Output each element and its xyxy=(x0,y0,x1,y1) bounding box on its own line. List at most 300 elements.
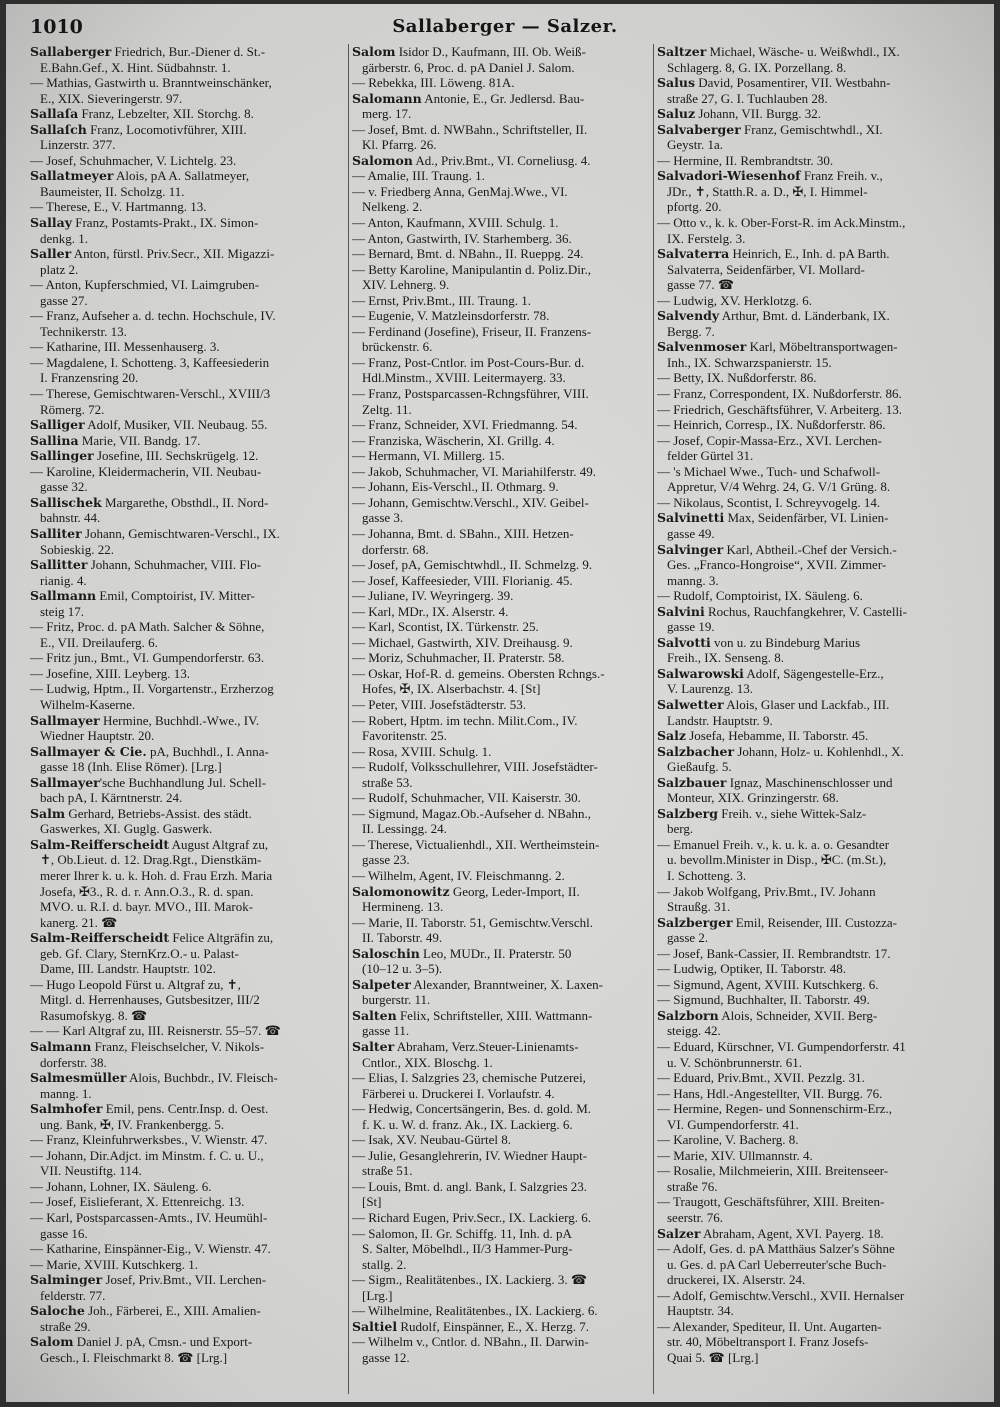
directory-line: — Johann, Lohner, IX. Säuleng. 6. xyxy=(30,1178,212,1194)
directory-line: Ges. „Franco-Hongroise“, XVII. Zimmer- xyxy=(667,557,887,573)
directory-line: — Sigm., Realitätenbes., IX. Lackierg. 3. ☎ xyxy=(352,1272,588,1288)
entry-surname: Salwarowski xyxy=(657,665,744,681)
directory-line: — Therese, Gemischtwaren-Verschl., XVIII/3 xyxy=(30,386,271,402)
directory-line xyxy=(657,308,993,324)
directory-line xyxy=(352,1319,652,1335)
directory-line: — Eduard, Kürschner, VI. Gumpendorferstr. 41 xyxy=(657,1039,906,1054)
directory-line xyxy=(30,930,346,946)
entry-details: Alexander, Branntweiner, X. Laxen- xyxy=(410,976,603,992)
directory-line xyxy=(657,744,993,760)
column-divider xyxy=(348,44,349,1394)
directory-line: — — Karl Altgraf zu, III. Reisnerstr. 55–57. ☎ xyxy=(30,1023,281,1039)
directory-line: — Josefine, XIII. Leyberg. 13. xyxy=(30,665,191,681)
directory-line: Quai 5. ☎ [Lrg.] xyxy=(667,1349,759,1365)
directory-line: manng. 1. xyxy=(40,1085,92,1101)
directory-line: seerstr. 76. xyxy=(667,1210,723,1226)
directory-line xyxy=(30,1334,346,1350)
directory-line: Hermineng. 13. xyxy=(362,899,444,915)
directory-line: — Wilhelm v., Cntlor. d. NBahn., II. Darwin- xyxy=(352,1334,589,1350)
directory-line: straße 27, G. I. Tuchlauben 28. xyxy=(667,90,828,106)
directory-line: E., VII. Dreilauferg. 6. xyxy=(40,634,158,650)
directory-line: — Adolf, Gemischtw.Verschl., XVII. Hernalser xyxy=(657,1287,905,1303)
entry-surname: Salpeter xyxy=(352,976,411,992)
directory-line: — Rudolf, Volksschullehrer, VIII. Josefstädter- xyxy=(352,759,598,775)
directory-line: gasse 19. xyxy=(667,619,715,635)
entry-surname: Saloschin xyxy=(352,945,420,961)
directory-line: — Johann, Gemischtw.Verschl., XIV. Geibel- xyxy=(352,494,589,510)
directory-line: steigg. 42. xyxy=(667,1023,721,1039)
entry-details: Johann, Gemischtwaren-Verschl., IX. xyxy=(81,525,280,541)
entry-details: Felice Altgräfin zu, xyxy=(169,930,274,946)
entry-details: Alois, Schneider, XVII. Berg- xyxy=(718,1007,878,1023)
directory-line: — Hedwig, Concertsängerin, Bes. d. gold. M. xyxy=(352,1101,592,1117)
directory-line: — Franz, Postsparcassen-Rchngsführer, VIII. xyxy=(352,386,589,402)
directory-line: — Hans, Hdl.-Angestellter, VII. Burgg. 76. xyxy=(657,1085,883,1101)
directory-line: — Hermine, Regen- und Sonnenschirm-Erz., xyxy=(657,1101,893,1117)
directory-line: — Katharine, III. Messenhauserg. 3. xyxy=(30,339,220,355)
entry-surname: Sallay xyxy=(30,215,72,231)
directory-line: — Magdalene, I. Schotteng. 3, Kaffeesiederin xyxy=(30,354,270,370)
directory-line: — Karl, Scontist, IX. Türkenstr. 25. xyxy=(352,619,539,635)
entry-details: Arthur, Bmt. d. Länderbank, IX. xyxy=(719,308,890,324)
directory-line: Gaswerkes, XI. Guglg. Gaswerk. xyxy=(40,821,213,837)
directory-line: — v. Friedberg Anna, GenMaj.Wwe., VI. xyxy=(352,183,568,199)
entry-surname: Sallaſch xyxy=(30,121,87,137)
directory-line: MVO. u. R.I. d. bayr. MVO., III. Marok- xyxy=(40,899,254,915)
entry-details: Alois, pA A. Sallatmeyer, xyxy=(113,168,250,184)
entry-surname: Salvenmoser xyxy=(657,339,747,355)
directory-line: f. K. u. W. d. franz. Ak., IX. Lackierg. 6. xyxy=(362,1116,573,1132)
directory-line xyxy=(657,44,993,60)
directory-line: — Ludwig, Hptm., II. Vorgartenstr., Erzherzog xyxy=(30,681,274,697)
entry-surname: Salvini xyxy=(657,603,705,619)
directory-line: IX. Ferstelg. 3. xyxy=(667,230,746,246)
directory-line: Dame, III. Landstr. Hauptstr. 102. xyxy=(40,961,216,977)
entry-surname: Sallitter xyxy=(30,557,88,573)
column-3 xyxy=(657,44,993,1365)
directory-line: Färberei u. Druckerei I. Vorlaufstr. 4. xyxy=(362,1085,555,1101)
entry-surname: Salomann xyxy=(352,90,422,106)
directory-line xyxy=(657,168,993,184)
directory-line: — Franz, Schneider, XVI. Friedmanng. 54. xyxy=(352,417,578,433)
directory-line: — Josef, Bmt. d. NWBahn., Schriftsteller, II. xyxy=(352,121,588,137)
directory-line: — Eugenie, V. Matzleinsdorferstr. 78. xyxy=(352,308,550,324)
directory-line: stallg. 2. xyxy=(362,1256,407,1272)
entry-details: Adolf, Musiker, VII. Neubaug. 55. xyxy=(84,417,268,433)
directory-line xyxy=(657,75,993,91)
entry-details: von u. zu Bindeburg Marius xyxy=(710,634,861,650)
directory-line xyxy=(30,1039,346,1055)
directory-line: — Robert, Hptm. im techn. Milit.Com., IV. xyxy=(352,712,578,728)
directory-line: Wilhelm-Kaserne. xyxy=(40,696,136,712)
directory-line: — Emanuel Freih. v., k. u. k. a. o. Gesandter xyxy=(657,836,890,852)
directory-line: Linzerstr. 377. xyxy=(40,137,116,153)
directory-line: ung. Bank, ✠, IV. Frankenbergg. 5. xyxy=(40,1116,225,1132)
directory-line: I. Franzensring 20. xyxy=(40,370,139,386)
directory-line: — Fritz, Proc. d. pA Math. Salcher & Söhne, xyxy=(30,619,265,635)
directory-line xyxy=(30,246,346,262)
directory-line xyxy=(30,806,346,822)
directory-line: gasse 27. xyxy=(40,292,88,308)
page-header xyxy=(30,16,980,40)
directory-line: Straußg. 31. xyxy=(667,899,731,915)
entry-details: Abraham, Agent, XVI. Payerg. 18. xyxy=(700,1225,884,1241)
directory-line: str. 40, Möbeltransport I. Franz Josefs- xyxy=(667,1334,869,1350)
directory-line: Hdl.Minstm., XVIII. Leitermayerg. 33. xyxy=(362,370,566,386)
directory-line: — Franz, Aufseher a. d. techn. Hochschule, IV. xyxy=(30,308,276,324)
directory-line: gasse 77. ☎ xyxy=(667,277,735,293)
directory-line xyxy=(30,588,346,604)
directory-line: druckerei, IX. Alserstr. 24. xyxy=(667,1272,806,1288)
directory-line xyxy=(352,44,652,60)
directory-line: Rasumofskyg. 8. ☎ xyxy=(40,1007,148,1023)
entry-surname: Salmhofer xyxy=(30,1101,103,1117)
entry-surname: Salter xyxy=(352,1039,395,1054)
directory-line: pfortg. 20. xyxy=(667,199,722,215)
entry-details: Johann, Schuhmacher, VIII. Flo- xyxy=(87,557,262,573)
directory-line: Baumeister, II. Scholzg. 11. xyxy=(40,183,185,199)
directory-line: rianig. 4. xyxy=(40,572,87,588)
directory-line: — Anton, Kupferschmied, VI. Laimgruben- xyxy=(30,277,260,293)
directory-line xyxy=(30,44,346,60)
entry-details: Ignaz, Maschinenschlosser und xyxy=(726,774,893,790)
directory-line: — Karl, Postsparcassen-Amts., IV. Heumühl- xyxy=(30,1210,268,1226)
directory-line xyxy=(657,542,993,558)
directory-line: — Josef, Kaffeesieder, VIII. Florianig. 45. xyxy=(352,572,573,588)
entry-details: Adolf, Sägengestelle-Erz., xyxy=(743,665,884,681)
directory-line xyxy=(352,946,652,962)
directory-line: Bergg. 7. xyxy=(667,323,715,339)
entry-details: August Altgraf zu, xyxy=(169,836,269,852)
entry-details: Daniel J. pA, Cmsn.- und Export- xyxy=(73,1334,253,1350)
directory-line xyxy=(657,635,993,651)
directory-line xyxy=(30,775,346,791)
directory-line: — Heinrich, Corresp., IX. Nußdorferstr. 86. xyxy=(657,417,886,433)
directory-line xyxy=(30,168,346,184)
directory-line: berg. xyxy=(667,821,694,837)
directory-line xyxy=(30,122,346,138)
directory-line: — Rosa, XVIII. Schulg. 1. xyxy=(352,743,492,759)
directory-line: — Mathias, Gastwirth u. Branntweinschänker, xyxy=(30,75,272,91)
directory-line: — Ernst, Priv.Bmt., III. Traung. 1. xyxy=(352,292,531,308)
directory-line: Favoritenstr. 25. xyxy=(362,728,447,744)
entry-details: Franz, Locomotivführer, XIII. xyxy=(86,121,247,137)
entry-details: Emil, Reisender, III. Custozza- xyxy=(732,914,897,930)
directory-line xyxy=(30,744,346,760)
entry-details: Ad., Priv.Bmt., VI. Corneliusg. 4. xyxy=(412,152,591,168)
directory-line: — 's Michael Wwe., Tuch- und Schafwoll- xyxy=(657,463,881,479)
directory-line: Cntlor., XIX. Bloschg. 1. xyxy=(362,1054,493,1070)
entry-details: Franz, Lebzelter, XII. Storchg. 8. xyxy=(78,106,254,122)
entry-surname: Salzberg xyxy=(657,805,718,821)
entry-surname: Salliter xyxy=(30,525,82,541)
entry-details: Josefa, Hebamme, II. Taborstr. 45. xyxy=(685,728,869,744)
entry-surname: Salten xyxy=(352,1007,397,1023)
directory-line: gasse 12. xyxy=(362,1349,410,1365)
directory-line: Zeltg. 11. xyxy=(362,401,412,417)
entry-surname: Salwetter xyxy=(657,696,724,712)
directory-line xyxy=(657,246,993,262)
directory-line: — Rudolf, Comptoirist, IX. Säuleng. 6. xyxy=(657,588,863,604)
entry-surname: Salvaberger xyxy=(657,121,741,137)
directory-line: — Marie, II. Taborstr. 51, Gemischtw.Verschl. xyxy=(352,914,593,930)
directory-line: gasse 49. xyxy=(667,525,715,541)
directory-line xyxy=(657,697,993,713)
directory-line: ✝, Ob.Lieut. d. 12. Drag.Rgt., Dienstkäm- xyxy=(40,852,262,868)
entry-details: Alois, Buchbdr., IV. Fleisch- xyxy=(126,1070,278,1086)
entry-surname: Sallmayer xyxy=(30,774,100,790)
directory-line: — Alexander, Spediteur, II. Unt. Augarten- xyxy=(657,1318,882,1334)
directory-line: — Therese, E., V. Hartmanng. 13. xyxy=(30,199,207,215)
entry-details: Georg, Leder-Import, II. xyxy=(449,883,580,899)
directory-line: — Traugott, Geschäftsführer, XIII. Breiten- xyxy=(657,1194,885,1210)
directory-line: — Franz, Post-Cntlor. im Post-Cours-Bur. d. xyxy=(352,354,585,370)
directory-line: Wiedner Hauptstr. 20. xyxy=(40,728,155,744)
entry-surname: Salzborn xyxy=(657,1007,719,1023)
entry-surname: Salvinger xyxy=(657,541,724,557)
directory-line: — Josef, Copir-Massa-Erz., XVI. Lerchen- xyxy=(657,432,882,448)
directory-line xyxy=(657,106,993,122)
entry-surname: Salmesmüller xyxy=(30,1070,127,1086)
entry-surname: Salom xyxy=(30,1334,74,1350)
directory-line xyxy=(352,977,652,993)
directory-line: — Anton, Gastwirth, IV. Starhemberg. 36. xyxy=(352,230,572,246)
directory-line: straße 29. xyxy=(40,1318,91,1334)
directory-line: geb. Gf. Clary, SternKrz.O.- u. Palast- xyxy=(40,945,239,961)
directory-line: — Rudolf, Schuhmacher, VII. Kaiserstr. 30. xyxy=(352,790,581,806)
directory-line xyxy=(352,91,652,107)
directory-line: — Sigmund, Buchhalter, II. Taborstr. 49. xyxy=(657,992,870,1008)
page-title: Sallaberger — Salzer. xyxy=(392,16,618,37)
directory-line: — Nikolaus, Scontist, I. Schreyvogelg. 14. xyxy=(657,494,881,510)
directory-line: gasse 11. xyxy=(362,1023,410,1039)
directory-line xyxy=(30,1272,346,1288)
entry-details: Josefine, III. Sechskrügelg. 12. xyxy=(93,448,259,464)
directory-line: — Friedrich, Geschäftsführer, V. Arbeiterg. 13. xyxy=(657,401,902,417)
entry-surname: Saltiel xyxy=(352,1318,398,1334)
entry-surname: Saller xyxy=(30,246,72,262)
directory-line: u. V. Schönbrunnerstr. 61. xyxy=(667,1054,802,1070)
directory-line xyxy=(30,417,346,433)
directory-line: brückenstr. 6. xyxy=(362,339,433,355)
directory-line: S. Salter, Möbelhdl., II/3 Hammer-Purg- xyxy=(362,1241,573,1257)
directory-line: — Eduard, Priv.Bmt., XVII. Pezzlg. 31. xyxy=(657,1070,865,1086)
entry-surname: Sallinger xyxy=(30,448,94,464)
directory-line: manng. 3. xyxy=(667,572,719,588)
entry-surname: Salm-Reifferscheidt xyxy=(30,930,170,946)
directory-line: — Sigmund, Magaz.Ob.-Aufseher d. NBahn., xyxy=(352,805,592,821)
directory-line xyxy=(657,1226,993,1242)
entry-details: 'sche Buchhandlung Jul. Schell- xyxy=(99,774,267,790)
directory-line: — Moriz, Schuhmacher, II. Praterstr. 58. xyxy=(352,650,565,666)
directory-line: — Marie, XVIII. Kutschkerg. 1. xyxy=(30,1256,198,1272)
directory-line: bach pA, I. Kärntnerstr. 24. xyxy=(40,790,183,806)
directory-line: — Josef, pA, Gemischtwhdl., II. Schmelzg. 9. xyxy=(352,557,593,573)
entry-surname: Salvadori-Wiesenhof xyxy=(657,168,801,184)
directory-line: — Franz, Correspondent, IX. Nußdorferstr. 86. xyxy=(657,386,902,402)
entry-details: Rudolf, Einspänner, E., X. Herzg. 7. xyxy=(397,1318,590,1334)
directory-line: — Josef, Schuhmacher, V. Lichtelg. 23. xyxy=(30,152,237,168)
directory-line: — Jakob, Schuhmacher, VI. Mariahilferstr. 49. xyxy=(352,463,597,479)
entry-surname: Salomonowitz xyxy=(352,883,450,899)
directory-line: — Hermann, VI. Millerg. 15. xyxy=(352,448,505,464)
entry-surname: Salvinetti xyxy=(657,510,725,526)
directory-line: — Marie, XIV. Ullmannstr. 4. xyxy=(657,1147,813,1163)
directory-line: — Elias, I. Salzgries 23, chemische Putzerei, xyxy=(352,1070,586,1086)
directory-line xyxy=(30,713,346,729)
entry-surname: Sallmayer xyxy=(30,712,100,728)
directory-line: Gesch., I. Fleischmarkt 8. ☎ [Lrg.] xyxy=(40,1349,228,1365)
directory-line xyxy=(657,1008,993,1024)
directory-line: gärberstr. 6, Proc. d. pA Daniel J. Salom. xyxy=(362,59,575,75)
entry-surname: Saluz xyxy=(657,106,696,122)
directory-line: — Ferdinand (Josefine), Friseur, II. Franzens- xyxy=(352,323,592,339)
entry-details: Felix, Schriftsteller, XIII. Wattmann- xyxy=(396,1007,593,1023)
entry-details: pA, Buchhdl., I. Anna- xyxy=(146,743,269,759)
directory-line: (10–12 u. 3–5). xyxy=(362,961,443,977)
entry-details: Abraham, Verz.Steuer-Linienamts- xyxy=(394,1039,579,1054)
entry-surname: Salvaterra xyxy=(657,246,730,262)
entry-surname: Salzer xyxy=(657,1225,701,1241)
directory-line: — Ludwig, XV. Herklotzg. 6. xyxy=(657,292,813,308)
directory-line: steig 17. xyxy=(40,603,85,619)
directory-line: — Wilhelm, Agent, IV. Fleischmanng. 2. xyxy=(352,867,565,883)
entry-surname: Saltzer xyxy=(657,44,707,59)
directory-line: — Anton, Kaufmann, XVIII. Schulg. 1. xyxy=(352,215,559,231)
entry-details: Joh., Färberei, E., XIII. Amalien- xyxy=(84,1303,261,1319)
directory-line: — Rebekka, III. Löweng. 81A. xyxy=(352,75,515,91)
entry-surname: Salom xyxy=(352,44,396,59)
directory-line: VII. Neustiftg. 114. xyxy=(40,1163,142,1179)
entry-details: Leo, MUDr., II. Praterstr. 50 xyxy=(419,945,572,961)
directory-line: straße 51. xyxy=(362,1163,413,1179)
entry-details: Isidor D., Kaufmann, III. Ob. Weiß- xyxy=(395,44,586,59)
directory-line: Appretur, V/4 Wehrg. 24, G. V/1 Grüng. 8. xyxy=(667,479,891,495)
directory-line: — Hermine, II. Rembrandtstr. 30. xyxy=(657,152,834,168)
directory-line: denkg. 1. xyxy=(40,230,89,246)
directory-line: — Therese, Victualienhdl., XII. Wertheimstein- xyxy=(352,836,600,852)
entry-surname: Salm xyxy=(30,805,66,821)
column-divider xyxy=(653,44,654,1394)
directory-line xyxy=(30,1070,346,1086)
directory-line: Monteur, XIX. Grinzingerstr. 68. xyxy=(667,790,839,806)
entry-details: Karl, Abtheil.-Chef der Versich.- xyxy=(723,541,897,557)
entry-details: David, Posamentirer, VII. Westbahn- xyxy=(695,75,891,91)
directory-line: bahnstr. 44. xyxy=(40,510,101,526)
directory-line xyxy=(30,495,346,511)
directory-line: Sobieskig. 22. xyxy=(40,541,115,557)
directory-line: [Lrg.] xyxy=(362,1287,393,1303)
directory-line: — Adolf, Ges. d. pA Matthäus Salzer's Söhne xyxy=(657,1241,895,1257)
directory-line xyxy=(30,1303,346,1319)
directory-line: gasse 23. xyxy=(362,852,410,868)
directory-line: Inh., IX. Schwarzspanierstr. 15. xyxy=(667,354,832,370)
entry-surname: Saloche xyxy=(30,1303,85,1319)
directory-line: — Sigmund, Agent, XVIII. Kutschkerg. 6. xyxy=(657,976,879,992)
entry-surname: Sallatmeyer xyxy=(30,168,114,184)
directory-line: — Juliane, IV. Weyringerg. 39. xyxy=(352,588,514,604)
directory-line xyxy=(30,526,346,542)
directory-line: Freih., IX. Senseng. 8. xyxy=(667,650,784,666)
entry-details: Marie, VII. Bandg. 17. xyxy=(78,432,201,448)
directory-line: gasse 18 (Inh. Elise Römer). [Lrg.] xyxy=(40,759,222,775)
entry-surname: Salmann xyxy=(30,1039,92,1054)
entry-details: Margarethe, Obsthdl., II. Nord- xyxy=(101,494,269,510)
directory-line: — Hugo Leopold Fürst u. Altgraf zu, ✝, xyxy=(30,976,241,992)
directory-line xyxy=(657,510,993,526)
entry-details: Friedrich, Bur.-Diener d. St.- xyxy=(111,44,266,59)
directory-line: gasse 32. xyxy=(40,479,88,495)
directory-line xyxy=(30,448,346,464)
entry-details: Franz, Postamts-Prakt., IX. Simon- xyxy=(72,215,259,231)
directory-line: gasse 16. xyxy=(40,1225,88,1241)
entry-details: Gerhard, Betriebs-Assist. des städt. xyxy=(65,805,252,821)
directory-line: Römerg. 72. xyxy=(40,401,105,417)
entry-details: Antonie, E., Gr. Jedlersd. Bau- xyxy=(421,90,585,106)
directory-line xyxy=(657,666,993,682)
directory-line: — Franz, Kleinfuhrwerksbes., V. Wienstr. 47. xyxy=(30,1132,268,1148)
entry-surname: Salm-Reifferscheidt xyxy=(30,836,170,852)
directory-page xyxy=(6,4,994,1402)
directory-line: gasse 3. xyxy=(362,510,404,526)
directory-line xyxy=(657,122,993,138)
entry-details: Rochus, Rauchfangkehrer, V. Castelli- xyxy=(704,603,907,619)
directory-line: Nelkeng. 2. xyxy=(362,199,423,215)
column-1 xyxy=(30,44,346,1365)
directory-line: II. Lessingg. 24. xyxy=(362,821,447,837)
directory-line: Geystr. 1a. xyxy=(667,137,723,153)
directory-line: straße 76. xyxy=(667,1178,718,1194)
directory-line: dorferstr. 38. xyxy=(40,1054,107,1070)
directory-line xyxy=(352,1039,652,1055)
entry-details: Anton, fürstl. Priv.Secr., XII. Migazzi- xyxy=(71,246,275,262)
directory-line: — Katharine, Einspänner-Eig., V. Wienstr. 47. xyxy=(30,1241,271,1257)
entry-surname: Sallaſa xyxy=(30,106,79,122)
directory-line: platz 2. xyxy=(40,261,79,277)
directory-line xyxy=(30,106,346,122)
directory-line: — Otto v., k. k. Ober-Forst-R. im Ack.Minstm., xyxy=(657,215,906,231)
directory-line xyxy=(30,557,346,573)
entry-surname: Salzberger xyxy=(657,914,733,930)
directory-line: — Oskar, Hof-R. d. gemeins. Obersten Rchngs.- xyxy=(352,665,605,681)
directory-line: merg. 17. xyxy=(362,106,412,122)
directory-line: — Peter, VIII. Josefstädterstr. 53. xyxy=(352,696,526,712)
entry-surname: Sallina xyxy=(30,432,79,448)
page-number: 1010 xyxy=(30,16,83,38)
directory-line: Hauptstr. 34. xyxy=(667,1303,734,1319)
directory-line: felderstr. 77. xyxy=(40,1287,106,1303)
directory-line: I. Schotteng. 3. xyxy=(667,867,747,883)
directory-line: Technikerstr. 13. xyxy=(40,323,127,339)
directory-line: — Josef, Eislieferant, X. Ettenreichg. 13. xyxy=(30,1194,245,1210)
directory-line: — Ludwig, Optiker, II. Taborstr. 48. xyxy=(657,961,846,977)
entry-surname: Sallmann xyxy=(30,588,97,604)
directory-line: E.Bahn.Gef., X. Hint. Südbahnstr. 1. xyxy=(40,59,231,75)
entry-surname: Salvotti xyxy=(657,634,711,650)
directory-line xyxy=(30,837,346,853)
directory-line: — Betty Karoline, Manipulantin d. Poliz.Dir., xyxy=(352,261,592,277)
directory-line: u. bevollm.Minister in Disp., ✠C. (m.St.), xyxy=(667,852,887,868)
directory-line xyxy=(352,884,652,900)
directory-line: — Wilhelmine, Realitätenbes., IX. Lackierg. 6. xyxy=(352,1303,598,1319)
entry-surname: Sallmayer & Cie. xyxy=(30,743,147,759)
entry-details: Johann, Holz- u. Kohlenhdl., X. xyxy=(734,743,904,759)
entry-details: Michael, Wäsche- u. Weißwhdl., IX. xyxy=(706,44,900,59)
entry-details: Franz, Gemischtwhdl., XI. xyxy=(740,121,883,137)
directory-line: Landstr. Hauptstr. 9. xyxy=(667,712,773,728)
directory-line xyxy=(30,1101,346,1117)
directory-line: Gießaufg. 5. xyxy=(667,759,732,775)
